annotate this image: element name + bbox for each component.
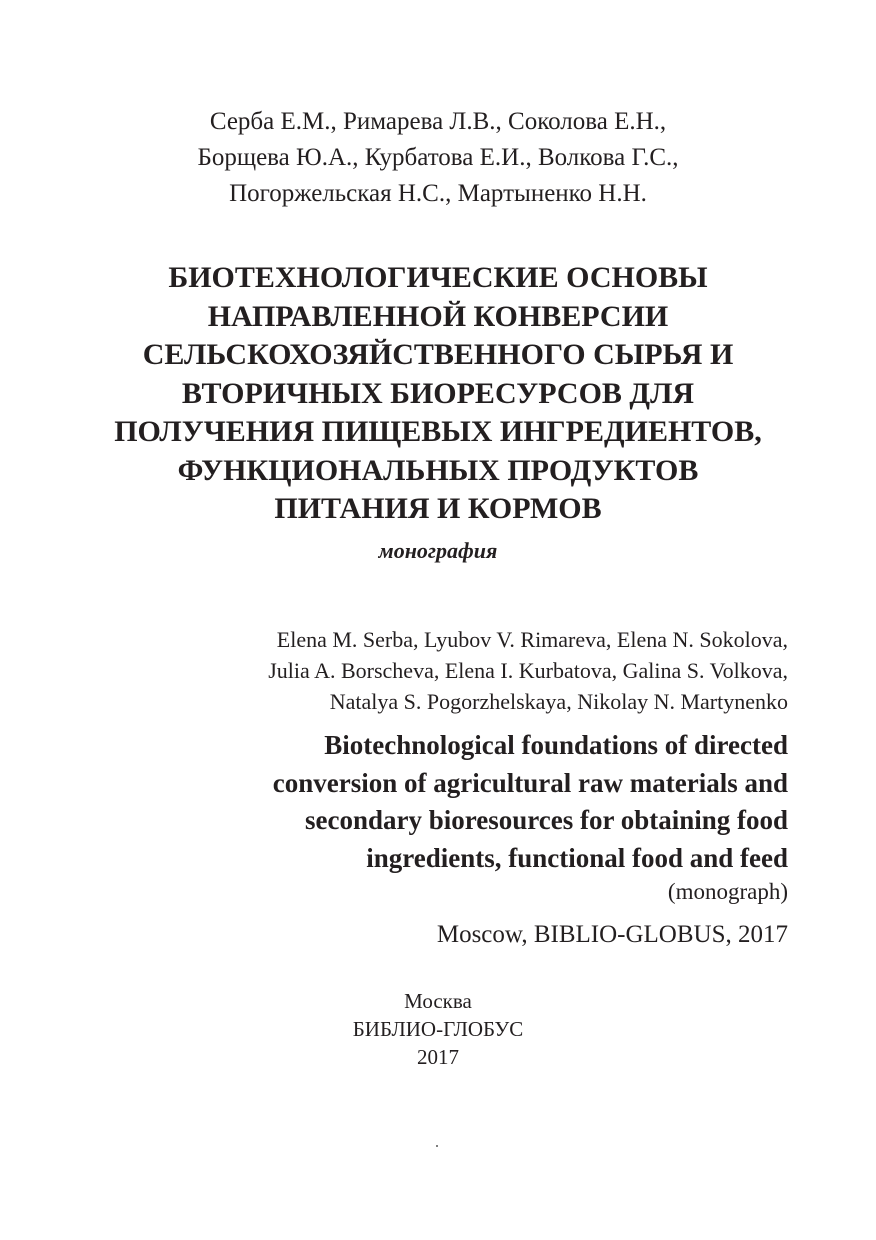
russian-title-line: ПОЛУЧЕНИЯ ПИЩЕВЫХ ИНГРЕДИЕНТОВ,	[114, 415, 762, 448]
russian-authors-line: Серба Е.М., Римарева Л.В., Соколова Е.Н.,	[209, 108, 667, 135]
english-authors-line: Julia A. Borscheva, Elena I. Kurbatova, Galina S. Volkova,	[268, 658, 788, 683]
russian-title-line: ФУНКЦИОНАЛЬНЫХ ПРОДУКТОВ	[177, 453, 699, 487]
russian-authors-line: Борщева Ю.А., Курбатова Е.И., Волкова Г.С.,	[197, 144, 679, 171]
english-title	[88, 727, 788, 877]
russian-title	[0, 259, 876, 529]
page-dot	[436, 1145, 438, 1147]
english-authors	[88, 624, 788, 717]
english-title-line: ingredients, functional food and feed	[366, 842, 788, 873]
russian-title-line: СЕЛЬСКОХОЗЯЙСТВЕННОГО СЫРЬЯ И	[142, 338, 734, 371]
russian-authors-line: Погоржельская Н.С., Мартыненко Н.Н.	[229, 180, 647, 207]
russian-title-line: БИОТЕХНОЛОГИЧЕСКИЕ ОСНОВЫ	[168, 261, 708, 294]
english-authors-line: Elena M. Serba, Lyubov V. Rimareva, Elena N. Sokolova,	[276, 627, 788, 652]
russian-title-line: ПИТАНИЯ И КОРМОВ	[274, 492, 602, 525]
russian-title-line: НАПРАВЛЕННОЙ КОНВЕРСИИ	[207, 299, 669, 333]
russian-authors	[0, 104, 876, 212]
russian-imprint	[0, 987, 876, 1071]
english-genre: (monograph)	[667, 879, 788, 904]
imprint-publisher: БИБЛИО-ГЛОБУС	[352, 1017, 524, 1041]
english-imprint: Moscow, BIBLIO-GLOBUS, 2017	[436, 921, 788, 948]
english-title-line: secondary bioresources for obtaining food	[304, 805, 788, 835]
imprint-year: 2017	[417, 1045, 459, 1069]
english-title-line: conversion of agricultural raw materials and	[272, 767, 788, 798]
russian-genre: монография	[378, 538, 498, 563]
russian-title-line: ВТОРИЧНЫХ БИОРЕСУРСОВ ДЛЯ	[181, 376, 695, 410]
imprint-city: Москва	[404, 989, 472, 1013]
english-authors-line: Natalya S. Pogorzhelskaya, Nikolay N. Martynenko	[329, 689, 788, 714]
english-title-line: Biotechnological foundations of directed	[324, 730, 788, 760]
